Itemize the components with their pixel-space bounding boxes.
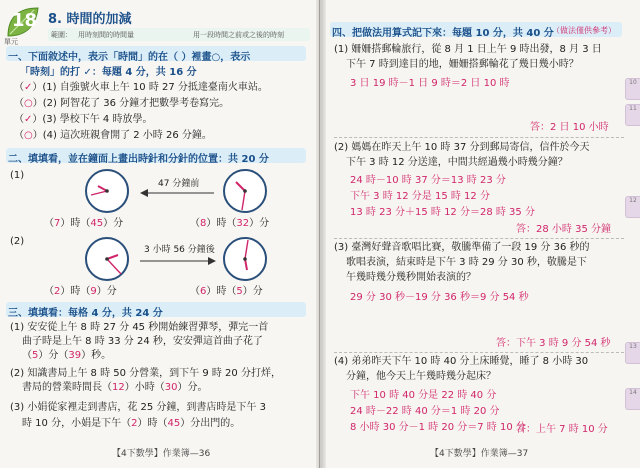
paren: ）分（	[38, 350, 69, 361]
page-tab[interactable]: 13	[625, 342, 640, 364]
s2-q1-answer-2: （8）時（32）分	[190, 218, 270, 229]
s2-q2-arrow-label: 3 小時 56 分鐘後	[144, 245, 215, 255]
clock-icon	[222, 168, 268, 214]
clock-icon	[222, 236, 268, 282]
s1-item-2: （○）(2) 阿智花了 36 分鐘才把數學考卷寫完。	[14, 98, 230, 109]
text-fragment: 時 10 分，小娟是下午（	[22, 418, 132, 429]
r-q1-line-2: 下午 7 時到達目的地，姍姍搭郵輪花了幾日幾小時？	[346, 59, 579, 70]
s1-item-4: （○）(4) 這次班親會開了 2 小時 26 分鐘。	[14, 130, 212, 141]
section-1-title: 一、下面敘述中，表示「時間」的在（ ）裡畫○，表示	[8, 52, 251, 63]
section-4-title: 四、把做法用算式記下來：每題 10 分，共 40 分	[332, 28, 554, 39]
min-unit: 分	[259, 218, 270, 229]
r-q3-work: 29 分 30 秒－19 分 36 秒＝9 分 54 秒	[350, 292, 529, 303]
page-tab[interactable]: 10	[625, 78, 640, 100]
text-fragment: ）小時（	[124, 382, 165, 393]
hour-unit: 時	[70, 218, 81, 229]
s3-q3-answer-2: 45	[167, 418, 181, 429]
r-q2-work-2: 下午 3 時 12 分是 15 時 12 分	[350, 191, 490, 202]
r-q4-work-2: 24 時－22 時 40 分＝1 時 20 分	[350, 406, 500, 417]
r-q2-work-1: 24 時－10 時 37 分＝13 時 23 分	[350, 175, 506, 186]
s3-q1-line-3	[22, 350, 111, 362]
s2-q1-a2-min: 32	[236, 218, 250, 229]
s2-q1-arrow-label: 47 分鐘前	[158, 179, 200, 189]
unit-prefix: 單元	[4, 38, 18, 46]
s1-item-2-text: (2) 阿智花了 36 分鐘才把數學考卷寫完。	[42, 98, 230, 109]
s1-item-3-text: (3) 學校下午 4 時放學。	[42, 114, 153, 125]
s3-q1-line-2: 曲子時是上午 8 時 33 分 24 秒，安安彈這首曲子花了	[22, 336, 263, 347]
s2-q1-a1-hour: 7	[54, 218, 61, 229]
s2-q1-a1-min: 45	[90, 218, 104, 229]
min-unit: 分	[113, 218, 124, 229]
clock-icon	[84, 236, 130, 282]
text-fragment: 書局的營業時間長（	[22, 382, 112, 393]
section-2-title: 二、填填看，並在鐘面上畫出時針和分針的位置：共 20 分	[8, 154, 269, 165]
subtitle-bar	[48, 28, 310, 41]
s2-q1-a2-hour: 8	[200, 218, 207, 229]
s1-item-1-text: (1) 自強號火車上午 10 時 27 分抵達臺南火車站。	[42, 82, 268, 93]
hour-unit: 時	[216, 218, 227, 229]
s2-q2-label: (2)	[10, 236, 25, 247]
r-q4-line-1: (4) 弟弟昨天下午 10 時 40 分上床睡覺，睡了 8 小時 30	[334, 356, 589, 367]
paren: （	[22, 350, 32, 361]
subtitle-2: 用一段時間之前或之後的時刻	[193, 31, 284, 39]
subtitle-1: 用時刻間的時間量	[78, 31, 134, 39]
s1-item-4-mark: ○	[24, 130, 33, 141]
right-footer: 【4下數學】作業簿—37	[430, 449, 529, 459]
category-label: 範圍：	[51, 31, 72, 39]
r-q1-work: 3 日 19 時－1 日 9 時＝2 日 10 時	[350, 78, 510, 89]
clock-icon	[84, 168, 130, 214]
r-q4-answer: 答：上午 7 時 10 分	[516, 424, 608, 435]
r-q2-line-1: (2) 媽媽在昨天上午 10 時 37 分到郵局寄信，信件於今天	[334, 142, 590, 153]
s2-q2-a2-hour: 6	[200, 286, 207, 297]
hour-unit: 時	[70, 286, 81, 297]
s1-item-1: （✓）(1) 自強號火車上午 10 時 27 分抵達臺南火車站。	[14, 82, 268, 93]
s3-q2-line-2	[22, 382, 207, 394]
text-fragment: ）時（	[137, 418, 168, 429]
right-page	[320, 0, 640, 468]
r-q3-line-3: 午幾時幾分幾秒開始表演的？	[346, 272, 476, 283]
s3-q1-answer-1: 5	[32, 350, 39, 361]
page-tab[interactable]: 12	[625, 196, 640, 218]
r-q2-answer: 答：28 小時 35 分鐘	[516, 224, 611, 235]
divider	[334, 137, 624, 138]
divider	[334, 238, 624, 239]
s2-q1-answer-1: （7）時（45）分	[44, 218, 124, 229]
book-gutter	[316, 0, 326, 468]
s3-q2-answer-2: 30	[164, 382, 178, 393]
r-q4-line-2: 分鐘，他今天上午幾時幾分起床？	[346, 371, 496, 382]
r-q2-work-3: 13 時 23 分＋15 時 12 分＝28 時 35 分	[350, 207, 535, 218]
s2-q2-answer-1: （2）時（9）分	[44, 286, 117, 297]
left-footer: 【4下數學】作業簿—36	[112, 449, 211, 459]
s1-item-4-text: (4) 這次班親會開了 2 小時 26 分鐘。	[42, 130, 212, 141]
hour-unit: 時	[216, 286, 227, 297]
section-1-title-2: 「時刻」的打 ✓：每題 4 分，共 16 分	[20, 67, 197, 78]
r-q4-work-1: 下午 10 時 40 分是 22 時 40 分	[350, 390, 497, 401]
paren: ）秒。	[81, 350, 112, 361]
s1-item-1-mark: ✓	[24, 82, 33, 93]
s2-q2-answer-2: （6）時（5）分	[190, 286, 263, 297]
r-q1-answer: 答：2 日 10 小時	[530, 122, 609, 133]
s3-q3-line-1: (3) 小娟從家裡走到書店，花 25 分鐘，到書店時是下午 3	[10, 402, 266, 413]
unit-number: 18	[12, 10, 38, 31]
min-unit: 分	[252, 286, 263, 297]
min-unit: 分	[106, 286, 117, 297]
r-q2-line-2: 下午 3 時 12 分送達，中間共經過幾小時幾分鐘？	[346, 157, 568, 168]
s1-item-3: （✓）(3) 學校下午 4 時放學。	[14, 114, 153, 125]
s3-q2-answer-1: 12	[112, 382, 125, 393]
unit-title: 8. 時間的加減	[48, 12, 132, 27]
s2-q2-a1-hour: 2	[54, 286, 61, 297]
s3-q1-answer-2: 39	[68, 350, 82, 361]
s2-q1-label: (1)	[10, 170, 25, 181]
r-q3-line-2: 歌唱表演，結束時是下午 3 時 29 分 30 秒，敬騰是下	[346, 257, 587, 268]
r-q3-answer: 答：下午 3 時 9 分 54 秒	[496, 338, 611, 349]
r-q1-line-1: (1) 姍姍搭郵輪旅行，從 8 月 1 日上午 9 時出發，8 月 3 日	[334, 44, 602, 55]
page-tab[interactable]: 14	[625, 388, 640, 410]
s3-q3-line-2	[22, 418, 240, 430]
section-3-title: 三、填填看：每格 4 分，共 24 分	[8, 308, 163, 319]
s3-q3-answer-1: 2	[131, 418, 138, 429]
s2-q2-a1-min: 9	[90, 286, 97, 297]
divider	[334, 352, 624, 353]
s3-q2-line-1: (2) 知識書局上午 8 時 50 分營業，到下午 9 時 20 分打烊，	[10, 368, 281, 379]
s2-q2-a2-min: 5	[236, 286, 243, 297]
r-q3-line-1: (3) 臺灣好聲音歌唱比賽，敬騰準備了一段 19 分 36 秒的	[334, 242, 590, 253]
section-4-note: （做法僅供參考）	[552, 26, 616, 35]
s1-item-3-mark: ✓	[24, 114, 33, 125]
arrow-right-icon	[138, 254, 216, 268]
s3-q1-line-1: (1) 安安從上午 8 時 27 分 45 秒開始練習彈琴，彈完一首	[10, 322, 269, 333]
s1-item-2-mark: ○	[24, 98, 33, 109]
r-q4-work-3: 8 小時 30 分－1 時 20 分＝7 時 10 分	[350, 422, 526, 433]
text-fragment: ）分出門的。	[180, 418, 241, 429]
page-tab[interactable]: 11	[625, 104, 640, 126]
text-fragment: ）分。	[177, 382, 208, 393]
